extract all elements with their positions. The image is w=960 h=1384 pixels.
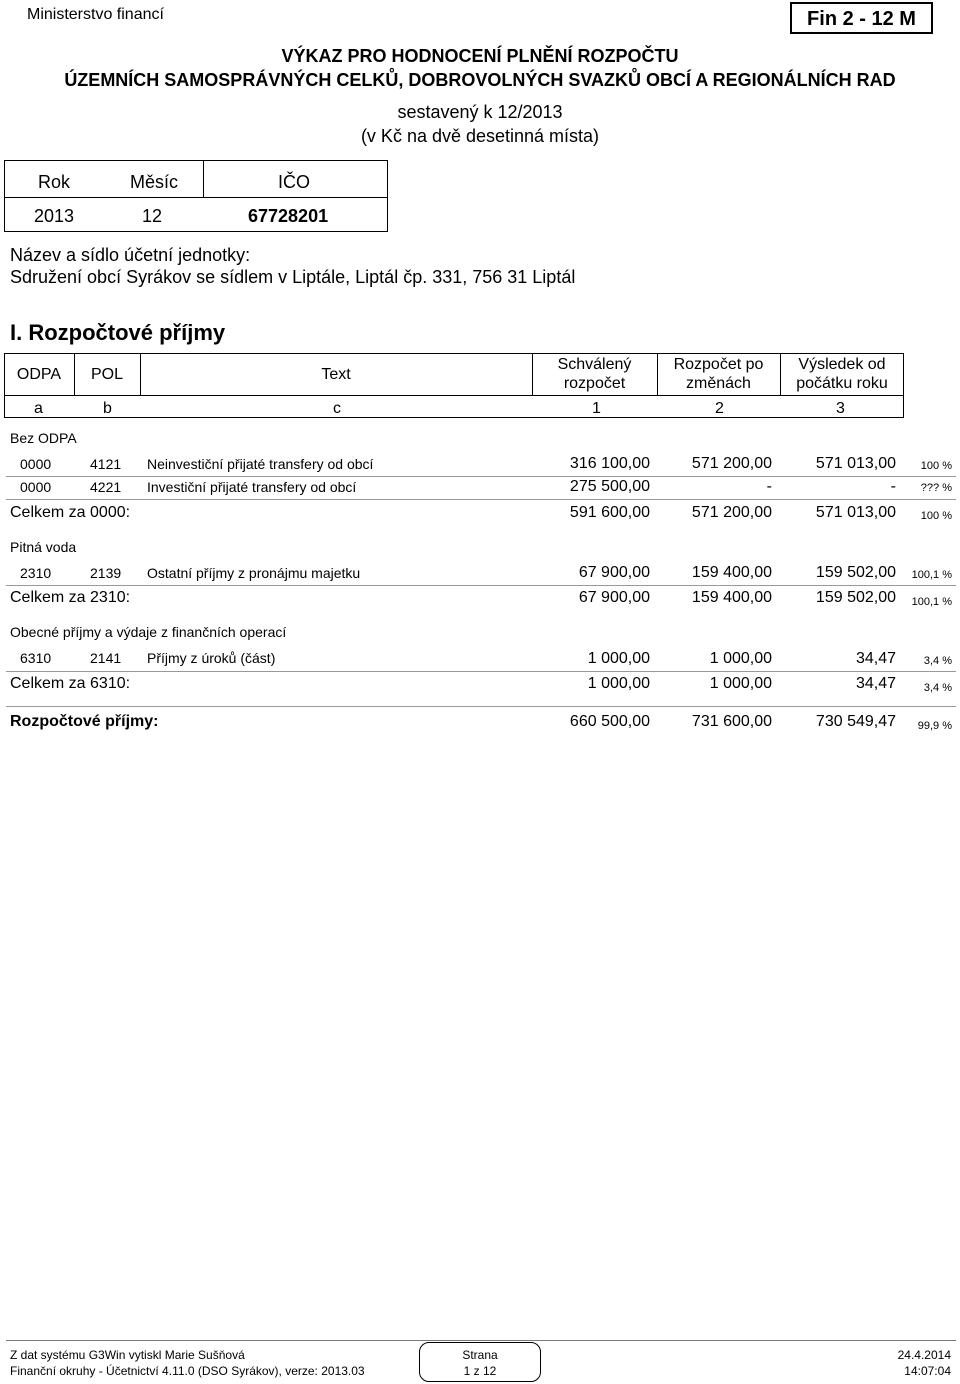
total-label: Celkem za 2310: [10, 589, 131, 606]
total-revised: 1 000,00 [709, 675, 772, 692]
row-divider [6, 671, 956, 672]
id-header-year: Rok [38, 172, 71, 192]
row-odpa: 0000 [20, 479, 52, 495]
form-code-box [790, 2, 933, 34]
footer-time: 14:07:04 [904, 1364, 951, 1378]
grand-total-revised: 731 600,00 [691, 713, 772, 730]
total-pct: 100 % [920, 510, 952, 522]
total-label: Celkem za 6310: [10, 675, 131, 692]
row-text: Investiční přijaté transfery od obcí [147, 479, 357, 495]
row-result: 34,47 [855, 650, 896, 667]
entity-label: Název a sídlo účetní jednotky: [10, 245, 251, 265]
total-pct: 100,1 % [911, 596, 952, 608]
footer-page-value: 1 z 12 [463, 1364, 497, 1378]
total-result: 159 502,00 [815, 589, 896, 606]
col-pol: POL [90, 366, 123, 383]
group-name: Obecné příjmy a výdaje z finančních operací [10, 624, 287, 640]
form-code: Fin 2 - 12 M [807, 8, 916, 30]
row-pol: 2141 [90, 650, 122, 666]
footer-divider [6, 1340, 956, 1341]
col-code-1: 1 [592, 400, 601, 417]
id-value-month: 12 [142, 206, 163, 226]
id-header-month: Měsíc [130, 172, 179, 192]
row-result: - [890, 478, 896, 495]
id-table-col-divider [203, 160, 204, 198]
col-revised-l2: změnách [686, 375, 751, 392]
col-code-3: 3 [836, 400, 845, 417]
row-result: 159 502,00 [815, 564, 896, 581]
row-result: 571 013,00 [815, 455, 896, 472]
col-code-2: 2 [715, 400, 724, 417]
total-result: 571 013,00 [815, 504, 896, 521]
units-note: (v Kč na dvě desetinná místa) [360, 126, 600, 146]
row-text: Neinvestiční přijaté transfery od obcí [147, 456, 374, 472]
row-revised: 159 400,00 [691, 564, 772, 581]
column-header-divider [4, 395, 904, 396]
id-header-ico: IČO [278, 172, 311, 192]
row-pct: 3,4 % [923, 655, 952, 667]
group-name: Bez ODPA [10, 430, 77, 446]
total-revised: 159 400,00 [691, 589, 772, 606]
row-odpa: 6310 [20, 650, 52, 666]
row-revised: - [766, 478, 772, 495]
total-pct: 3,4 % [923, 682, 952, 694]
grand-total-approved: 660 500,00 [569, 713, 650, 730]
total-approved: 1 000,00 [587, 675, 650, 692]
row-pol: 4221 [90, 479, 122, 495]
compiled-as-of: sestavený k 12/2013 [397, 102, 563, 122]
row-divider [6, 499, 956, 500]
col-code-b: b [103, 400, 112, 417]
row-pct: 100,1 % [911, 569, 952, 581]
grand-total-pct: 99,9 % [917, 720, 952, 732]
report-title-line2: ÚZEMNÍCH SAMOSPRÁVNÝCH CELKŮ, DOBROVOLNÝCH SVAZKŮ OBCÍ A REGIONÁLNÍCH RAD [64, 70, 896, 90]
col-result-l1: Výsledek od [798, 356, 886, 373]
row-divider [6, 585, 956, 586]
col-text: Text [321, 366, 351, 383]
row-approved: 275 500,00 [569, 478, 650, 495]
col-approved-l1: Schválený [557, 356, 632, 373]
footer-system: Finanční okruhy - Účetnictví 4.11.0 (DSO Syrákov), verze: 2013.03 [10, 1364, 365, 1378]
ministry-name: Ministerstvo financí [27, 6, 164, 23]
row-odpa: 0000 [20, 456, 52, 472]
row-pol: 4121 [90, 456, 122, 472]
row-approved: 67 900,00 [578, 564, 650, 581]
id-table-divider [4, 197, 388, 198]
grand-total-label: Rozpočtové příjmy: [10, 713, 159, 730]
col-revised-l1: Rozpočet po [673, 356, 764, 373]
row-pol: 2139 [90, 565, 122, 581]
row-revised: 571 200,00 [691, 455, 772, 472]
entity-value: Sdružení obcí Syrákov se sídlem v Liptále, Liptál čp. 331, 756 31 Liptál [10, 267, 576, 287]
row-approved: 1 000,00 [587, 650, 650, 667]
footer-printed-by: Z dat systému G3Win vytiskl Marie Sušňová [10, 1348, 245, 1362]
row-divider [6, 476, 956, 477]
col-result-l2: počátku roku [796, 375, 888, 392]
grand-total-result: 730 549,47 [815, 713, 896, 730]
report-title-line1: VÝKAZ PRO HODNOCENÍ PLNĚNÍ ROZPOČTU [281, 46, 679, 66]
col-code-a: a [34, 400, 43, 417]
id-value-ico: 67728201 [248, 206, 329, 226]
row-approved: 316 100,00 [569, 455, 650, 472]
grand-total-divider [6, 706, 956, 707]
col-approved-l2: rozpočet [563, 375, 626, 392]
row-pct: ??? % [920, 482, 952, 494]
total-label: Celkem za 0000: [10, 504, 131, 521]
footer-date: 24.4.2014 [897, 1348, 951, 1362]
row-text: Ostatní příjmy z pronájmu majetku [147, 565, 361, 581]
total-approved: 591 600,00 [569, 504, 650, 521]
row-revised: 1 000,00 [709, 650, 772, 667]
id-value-year: 2013 [34, 206, 75, 226]
row-pct: 100 % [920, 460, 952, 472]
row-odpa: 2310 [20, 565, 52, 581]
total-revised: 571 200,00 [691, 504, 772, 521]
col-code-c: c [333, 400, 341, 417]
col-odpa: ODPA [16, 366, 62, 383]
row-text: Příjmy z úroků (část) [147, 650, 276, 666]
group-name: Pitná voda [10, 539, 77, 555]
footer-page-box [419, 1342, 541, 1382]
total-result: 34,47 [855, 675, 896, 692]
total-approved: 67 900,00 [578, 589, 650, 606]
section-title: I. Rozpočtové příjmy [10, 320, 226, 345]
footer-page-label: Strana [462, 1348, 498, 1362]
